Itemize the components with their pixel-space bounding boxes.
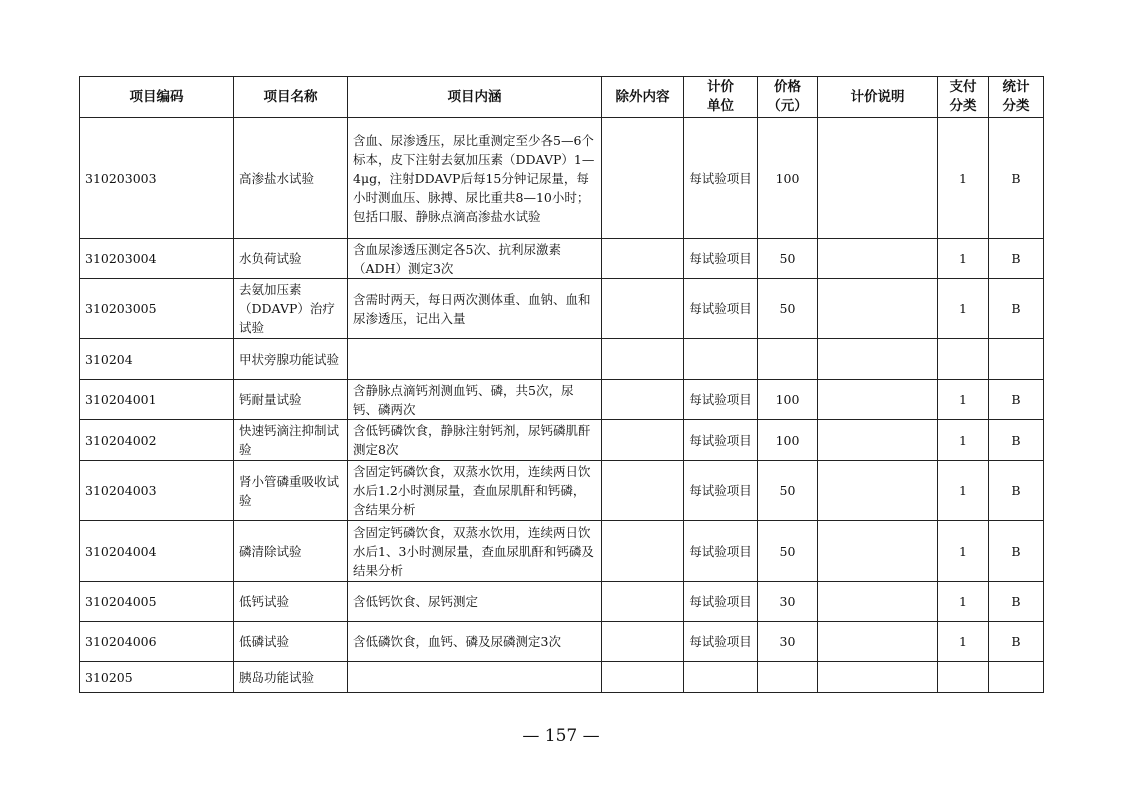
cell-pay: 1 xyxy=(938,622,989,662)
cell-code: 310204002 xyxy=(80,420,234,461)
header-price-line1: 价格 xyxy=(774,79,801,95)
cell-excluded xyxy=(602,118,684,239)
cell-content: 含静脉点滴钙剂测血钙、磷，共5次，尿钙、磷两次 xyxy=(348,380,602,420)
header-stat-line1: 统计 xyxy=(1002,79,1030,95)
cell-stat xyxy=(989,339,1044,380)
cell-unit: 每试验项目 xyxy=(684,622,758,662)
cell-code: 310204004 xyxy=(80,521,234,582)
cell-name: 低磷试验 xyxy=(234,622,348,662)
cell-pay: 1 xyxy=(938,239,989,279)
cell-pay xyxy=(938,339,989,380)
header-stat xyxy=(989,77,1044,118)
cell-note xyxy=(818,662,938,693)
table-row xyxy=(80,662,1044,693)
cell-unit: 每试验项目 xyxy=(684,521,758,582)
cell-excluded xyxy=(602,461,684,521)
cell-price: 100 xyxy=(758,380,818,420)
cell-code: 310204005 xyxy=(80,582,234,622)
cell-content: 含固定钙磷饮食，双蒸水饮用，连续两日饮水后1.2小时测尿量，查血尿肌酐和钙磷，含结果分析 xyxy=(348,461,602,521)
header-stat-line2: 分类 xyxy=(1002,98,1030,114)
cell-price: 50 xyxy=(758,461,818,521)
cell-unit: 每试验项目 xyxy=(684,582,758,622)
cell-code: 310204 xyxy=(80,339,234,380)
cell-price: 50 xyxy=(758,279,818,339)
cell-name: 甲状旁腺功能试验 xyxy=(234,339,348,380)
header-content: 项目内涵 xyxy=(348,77,602,118)
cell-content: 含低钙饮食、尿钙测定 xyxy=(348,582,602,622)
cell-note xyxy=(818,279,938,339)
cell-name: 去氨加压素（DDAVP）治疗试验 xyxy=(234,279,348,339)
cell-note xyxy=(818,420,938,461)
table-row xyxy=(80,582,1044,622)
cell-note xyxy=(818,380,938,420)
cell-pay: 1 xyxy=(938,279,989,339)
header-note: 计价说明 xyxy=(818,77,938,118)
cell-note xyxy=(818,582,938,622)
cell-price: 100 xyxy=(758,118,818,239)
header-pay-line2: 分类 xyxy=(949,98,977,114)
cell-code: 310204003 xyxy=(80,461,234,521)
cell-stat: B xyxy=(989,420,1044,461)
cell-stat: B xyxy=(989,521,1044,582)
cell-content xyxy=(348,662,602,693)
cell-excluded xyxy=(602,339,684,380)
table-row xyxy=(80,420,1044,461)
cell-price: 50 xyxy=(758,521,818,582)
cell-stat: B xyxy=(989,461,1044,521)
header-unit xyxy=(684,77,758,118)
table-row xyxy=(80,118,1044,239)
cell-pay: 1 xyxy=(938,461,989,521)
cell-name: 低钙试验 xyxy=(234,582,348,622)
cell-unit xyxy=(684,662,758,693)
cell-unit: 每试验项目 xyxy=(684,461,758,521)
table-row xyxy=(80,279,1044,339)
cell-excluded xyxy=(602,622,684,662)
cell-name: 水负荷试验 xyxy=(234,239,348,279)
cell-pay: 1 xyxy=(938,420,989,461)
cell-pay: 1 xyxy=(938,380,989,420)
cell-stat: B xyxy=(989,622,1044,662)
cell-code: 310204001 xyxy=(80,380,234,420)
cell-unit: 每试验项目 xyxy=(684,279,758,339)
cell-note xyxy=(818,118,938,239)
cell-content: 含血、尿渗透压，尿比重测定至少各5—6个标本，皮下注射去氨加压素（DDAVP）1—4μg，注射DDAVP后每15分钟记尿量，每小时测血压、脉搏、尿比重共8—10小时；包括口服、静脉点滴高渗盐水试验 xyxy=(348,118,602,239)
cell-content: 含需时两天，每日两次测体重、血钠、血和尿渗透压，记出入量 xyxy=(348,279,602,339)
cell-note xyxy=(818,239,938,279)
cell-content: 含低钙磷饮食，静脉注射钙剂，尿钙磷肌酐测定8次 xyxy=(348,420,602,461)
cell-content xyxy=(348,339,602,380)
cell-unit: 每试验项目 xyxy=(684,239,758,279)
cell-note xyxy=(818,521,938,582)
cell-code: 310203004 xyxy=(80,239,234,279)
cell-note xyxy=(818,622,938,662)
header-pay-line1: 支付 xyxy=(949,79,977,95)
header-excluded: 除外内容 xyxy=(602,77,684,118)
cell-excluded xyxy=(602,521,684,582)
cell-excluded xyxy=(602,380,684,420)
cell-price xyxy=(758,662,818,693)
header-unit-line1: 计价 xyxy=(707,79,734,95)
cell-note xyxy=(818,461,938,521)
cell-unit: 每试验项目 xyxy=(684,380,758,420)
cell-stat xyxy=(989,662,1044,693)
table-row xyxy=(80,380,1044,420)
pricing-table xyxy=(79,76,1044,693)
cell-excluded xyxy=(602,662,684,693)
cell-price: 50 xyxy=(758,239,818,279)
cell-stat: B xyxy=(989,118,1044,239)
cell-name: 钙耐量试验 xyxy=(234,380,348,420)
cell-excluded xyxy=(602,582,684,622)
page-number: — 157 — xyxy=(522,726,600,746)
cell-code: 310203003 xyxy=(80,118,234,239)
cell-content: 含固定钙磷饮食，双蒸水饮用，连续两日饮水后1、3小时测尿量，查血尿肌酐和钙磷及结果分析 xyxy=(348,521,602,582)
cell-stat: B xyxy=(989,279,1044,339)
cell-excluded xyxy=(602,239,684,279)
cell-price xyxy=(758,339,818,380)
cell-stat: B xyxy=(989,582,1044,622)
header-price-line2: （元） xyxy=(767,98,808,114)
cell-pay: 1 xyxy=(938,118,989,239)
cell-unit xyxy=(684,339,758,380)
cell-unit: 每试验项目 xyxy=(684,420,758,461)
cell-pay xyxy=(938,662,989,693)
cell-price: 30 xyxy=(758,582,818,622)
cell-name: 快速钙滴注抑制试验 xyxy=(234,420,348,461)
table-row xyxy=(80,622,1044,662)
cell-pay: 1 xyxy=(938,582,989,622)
cell-price: 30 xyxy=(758,622,818,662)
cell-name: 胰岛功能试验 xyxy=(234,662,348,693)
cell-excluded xyxy=(602,420,684,461)
cell-content: 含血尿渗透压测定各5次、抗利尿激素（ADH）测定3次 xyxy=(348,239,602,279)
cell-pay: 1 xyxy=(938,521,989,582)
cell-name: 肾小管磷重吸收试验 xyxy=(234,461,348,521)
header-price xyxy=(758,77,818,118)
cell-name: 高渗盐水试验 xyxy=(234,118,348,239)
table-row xyxy=(80,521,1044,582)
cell-content: 含低磷饮食，血钙、磷及尿磷测定3次 xyxy=(348,622,602,662)
table-row xyxy=(80,339,1044,380)
header-unit-line2: 单位 xyxy=(707,98,734,114)
cell-code: 310205 xyxy=(80,662,234,693)
cell-excluded xyxy=(602,279,684,339)
cell-code: 310204006 xyxy=(80,622,234,662)
table-row xyxy=(80,461,1044,521)
table-row xyxy=(80,239,1044,279)
header-name: 项目名称 xyxy=(234,77,348,118)
header-code: 项目编码 xyxy=(80,77,234,118)
cell-stat: B xyxy=(989,380,1044,420)
cell-stat: B xyxy=(989,239,1044,279)
header-pay xyxy=(938,77,989,118)
cell-unit: 每试验项目 xyxy=(684,118,758,239)
header-row xyxy=(80,77,1044,118)
cell-code: 310203005 xyxy=(80,279,234,339)
cell-price: 100 xyxy=(758,420,818,461)
cell-note xyxy=(818,339,938,380)
cell-name: 磷清除试验 xyxy=(234,521,348,582)
